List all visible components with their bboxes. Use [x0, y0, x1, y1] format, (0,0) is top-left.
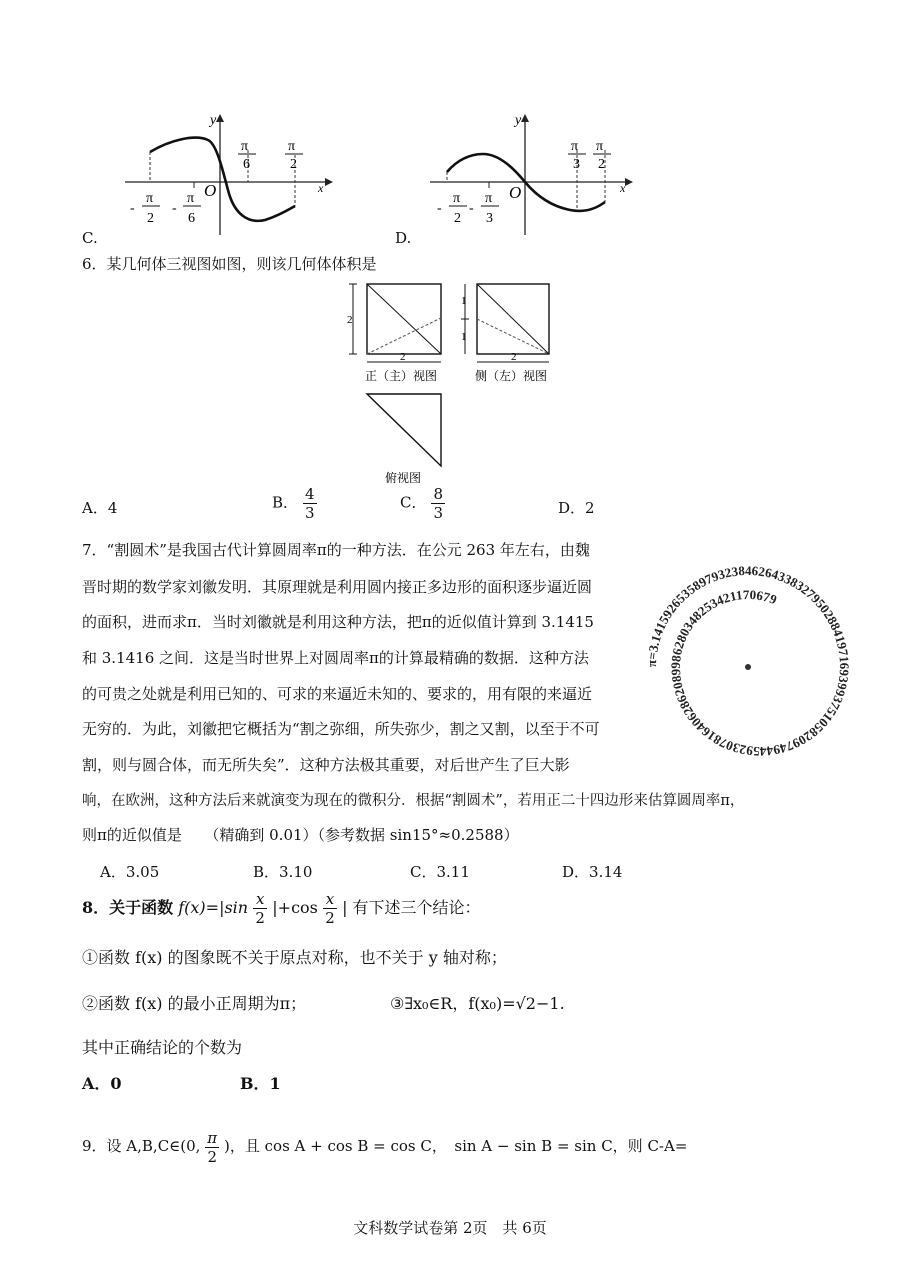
q6-option-c-fraction	[431, 486, 445, 521]
tick-bottom-2-den: 6	[188, 211, 195, 226]
q7-line-3: 的面积，进而求π．当时刘徽就是利用这种方法，把π的近似值计算到 3.1415	[82, 613, 594, 631]
q7-line-2: 晋时期的数学家刘徽发明．其原理就是利用圆内接正多边形的面积逐步逼近圆	[82, 578, 593, 596]
q9-frac-num: π	[207, 1128, 218, 1147]
graph-d	[425, 110, 645, 240]
side-width-dim: 2	[511, 351, 517, 363]
tick-bottom-1-den: 2	[454, 211, 461, 226]
q5-option-d-label: D.	[395, 229, 412, 247]
q7-line-5: 的可贵之处就是利用已知的、可求的来逼近未知的、要求的，用有限的来逼近	[82, 685, 593, 703]
tick-top-2-num: π	[288, 139, 296, 154]
tick-top-1-num: π	[241, 139, 249, 154]
top-view-label: 俯视图	[385, 471, 422, 483]
page-footer: 文科数学试卷第 2页 共 6页	[353, 1219, 547, 1237]
q8-question: 其中正确结论的个数为	[82, 1038, 243, 1057]
tick-top-1-den: 6	[243, 157, 250, 172]
q8-stem-func: f(x)=|sin	[178, 898, 249, 917]
tick-top-2-den: 2	[598, 157, 605, 172]
q8-statement-2: ②函数 f(x) 的最小正周期为π；	[82, 994, 307, 1013]
q6-option-b-den: 3	[305, 504, 315, 522]
tick-top-2-den: 2	[290, 157, 297, 172]
q6-option-d: D．2	[558, 499, 595, 517]
tick-bottom-2-den: 3	[486, 211, 493, 226]
q8-statement-3: ③∃x₀∈R，f(x₀)=√2−1.	[390, 994, 565, 1013]
tick-bottom-1-num: π	[146, 191, 154, 206]
tick-top-1-num: π	[571, 139, 579, 154]
q6-option-c-num: 8	[433, 485, 444, 503]
three-view-diagram	[345, 278, 565, 483]
q8-frac-1	[253, 891, 267, 926]
q6-option-b	[272, 486, 317, 521]
q7-line-4: 和 3.1416 之间．这是当时世界上对圆周率π的计算最精确的数据．这种方法	[82, 649, 589, 667]
side-height-dim-1: 1	[461, 295, 467, 307]
origin-label: O	[204, 181, 217, 200]
front-view-label: 正（主）视图	[365, 369, 438, 383]
tick-bottom-2-num: π	[485, 191, 493, 206]
svg-text:π=3.14159265358979323846264338	[644, 565, 852, 759]
q9-stem	[82, 1124, 687, 1168]
q6-stem: 6．某几何体三视图如图，则该几何体体积是	[82, 255, 377, 273]
tick-bottom-2-sign: -	[172, 201, 177, 216]
q8-stem	[82, 890, 481, 926]
q8-stem-end: | 有下述三个结论：	[342, 898, 481, 917]
tick-bottom-1-sign: -	[130, 201, 135, 216]
q6-option-c-label: C．	[400, 493, 427, 512]
q7-line-8: 响，在欧洲，这种方法后来就演变为现在的微积分．根据“割圆术”，若用正二十四边形来估算圆周率π，	[82, 793, 745, 809]
q8-frac-2-num: x	[325, 890, 335, 908]
front-height-dim: 2	[347, 314, 353, 326]
tick-bottom-1-sign: -	[437, 201, 442, 216]
q6-option-c	[400, 486, 445, 521]
q7-option-c: C．3.11	[410, 863, 470, 881]
q8-frac-1-den: 2	[255, 909, 265, 927]
q8-frac-2-den: 2	[325, 909, 335, 927]
tick-bottom-2-sign: -	[469, 201, 474, 216]
q7-line-9: 则π的近似值是 （精确到 0.01）（参考数据 sin15°≈0.2588）	[82, 826, 519, 844]
q6-option-a: A．4	[82, 499, 118, 517]
q6-option-c-den: 3	[433, 504, 444, 522]
q8-statement-1: ①函数 f(x) 的图象既不关于原点对称，也不关于 y 轴对称；	[82, 948, 507, 967]
q8-stem-mid: |+cos	[272, 898, 318, 917]
y-axis-label: y	[515, 113, 522, 128]
tick-bottom-1-num: π	[453, 191, 461, 206]
q6-option-b-fraction	[303, 486, 317, 521]
q6-option-b-label: B．	[272, 493, 299, 512]
pi-spiral-digits: π=3.1415926535897932384626433832795028841971693993751058209749445923078164062862089986280348253421170679	[643, 565, 853, 760]
tick-bottom-1-den: 2	[147, 211, 154, 226]
q7-option-d: D．3.14	[562, 863, 623, 881]
origin-label: O	[509, 183, 522, 202]
tick-top-2-num: π	[596, 139, 604, 154]
q8-stem-pre: 8．关于函数	[82, 898, 174, 917]
pi-spiral-image	[636, 565, 861, 770]
x-axis-label: x	[620, 181, 626, 195]
side-height-dim-2: 1	[461, 331, 467, 343]
q9-frac	[205, 1130, 219, 1165]
q8-frac-1-num: x	[255, 890, 265, 908]
graph-c	[120, 110, 340, 240]
q8-frac-2	[323, 891, 337, 926]
q9-stem-post: )，且 cos A + cos B = cos C， sin A − sin B = sin C，则 C-A=	[224, 1137, 688, 1155]
q6-option-b-num: 4	[305, 485, 315, 503]
q7-option-a: A．3.05	[100, 863, 160, 881]
x-axis-label: x	[318, 181, 324, 195]
tick-top-1-den: 3	[573, 157, 580, 172]
tick-bottom-2-num: π	[187, 191, 195, 206]
q7-line-6: 无穷的．为此，刘徽把它概括为“割之弥细，所失弥少，割之又割，以至于不可	[82, 720, 600, 738]
q8-option-a: A．0	[82, 1074, 122, 1093]
q8-option-b: B．1	[240, 1074, 281, 1093]
q7-line-7: 割，则与圆合体，而无所失矣”．这种方法极其重要，对后世产生了巨大影	[82, 756, 570, 774]
side-view-label: 侧（左）视图	[475, 369, 548, 383]
q9-stem-pre: 9．设 A,B,C∈(0,	[82, 1137, 201, 1155]
q9-frac-den: 2	[207, 1147, 217, 1166]
q5-option-c-label: C.	[82, 229, 98, 247]
front-width-dim: 2	[400, 351, 406, 363]
q7-option-b: B．3.10	[253, 863, 313, 881]
q7-line-1: 7．“割圆术”是我国古代计算圆周率π的一种方法．在公元 263 年左右，由魏	[82, 541, 590, 559]
y-axis-label: y	[210, 113, 217, 128]
